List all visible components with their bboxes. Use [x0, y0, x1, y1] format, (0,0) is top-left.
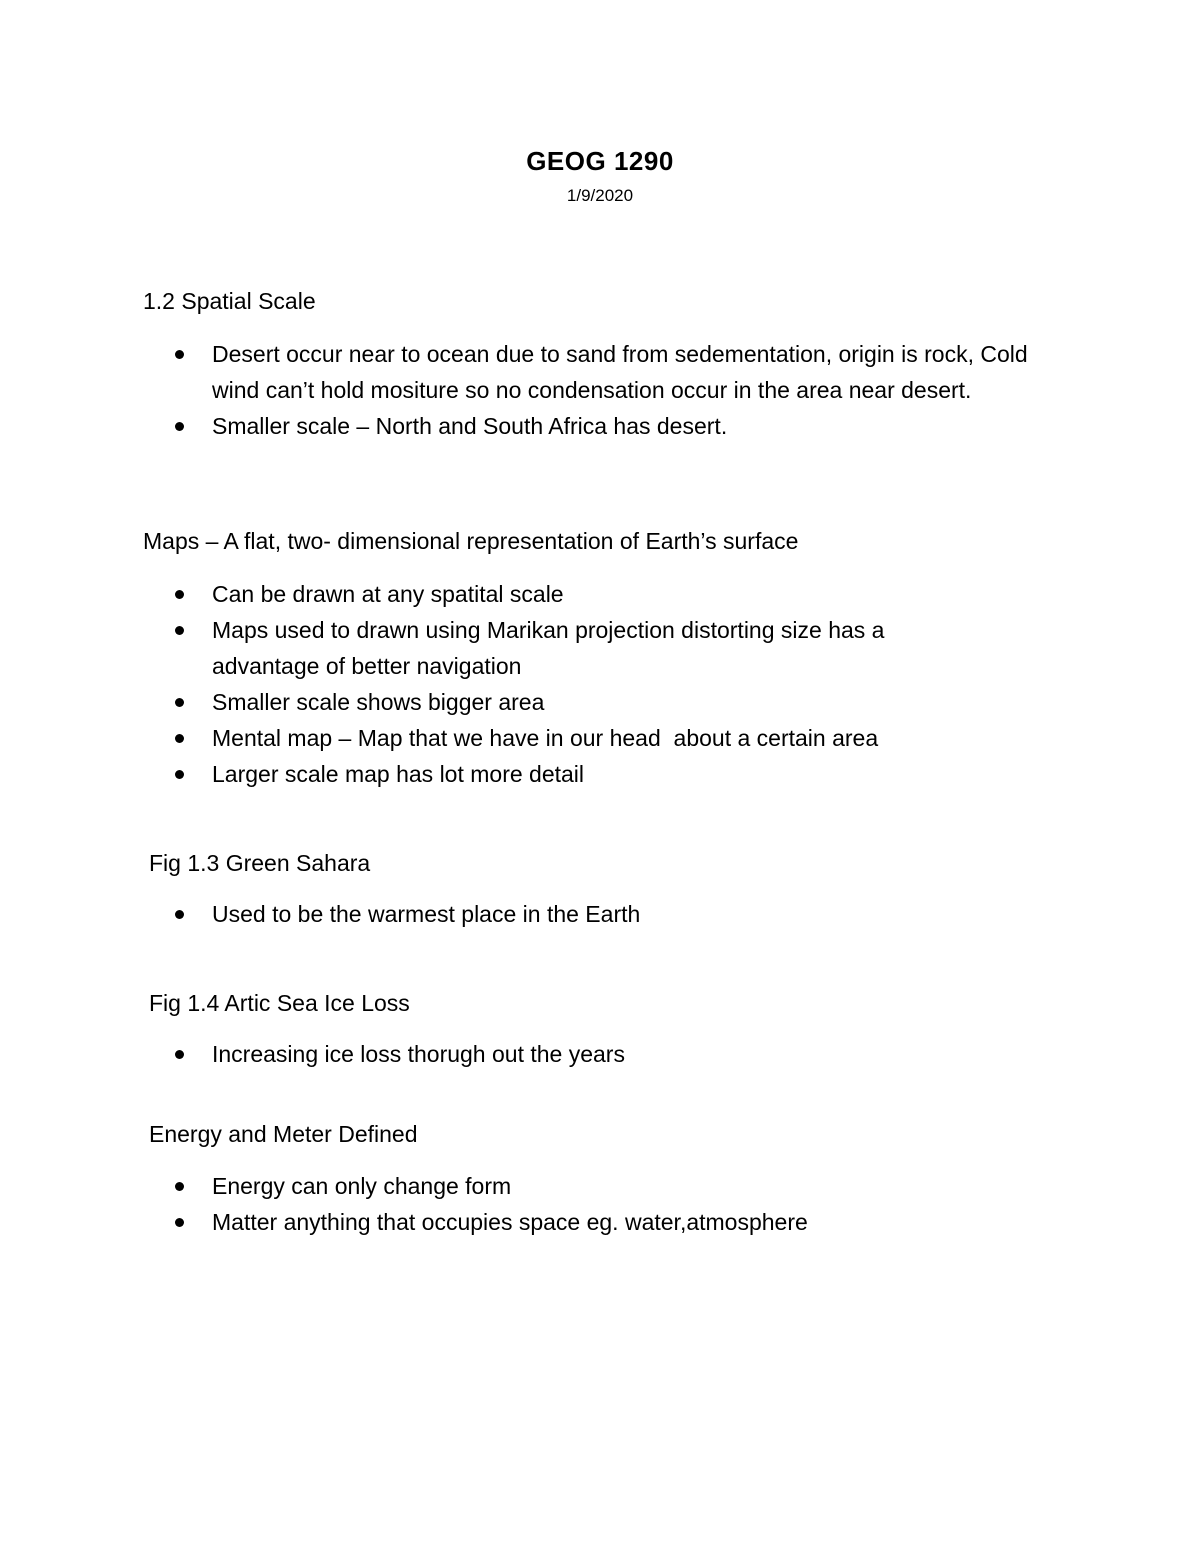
list-item-text: Maps used to drawn using Marikan projection distorting size has a advantage of better navigation — [212, 617, 885, 679]
bullet-icon — [175, 698, 184, 707]
section-list-green-sahara — [212, 896, 1072, 932]
list-item-text: Smaller scale – North and South Africa has desert. — [212, 413, 728, 439]
bullet-icon — [175, 770, 184, 779]
bullet-icon — [175, 1182, 184, 1191]
section-list-energy-and-meter — [212, 1168, 1072, 1240]
bullet-icon — [175, 422, 184, 431]
list-item-text: Mental map – Map that we have in our head about a certain area — [212, 725, 879, 751]
list-item-text: Energy can only change form — [212, 1173, 512, 1199]
section-heading-maps: Maps – A flat, two- dimensional representation of Earth’s surface — [143, 528, 799, 554]
section-heading-artic-sea-ice-loss: Fig 1.4 Artic Sea Ice Loss — [149, 990, 410, 1016]
list-item — [212, 684, 1072, 720]
list-item — [212, 1168, 1072, 1204]
list-item-text: Matter anything that occupies space eg. water,atmosphere — [212, 1209, 808, 1235]
bullet-icon — [175, 910, 184, 919]
document-title: GEOG 1290 — [526, 146, 674, 176]
list-item — [212, 1036, 1072, 1072]
section-heading-energy-and-meter: Energy and Meter Defined — [149, 1121, 418, 1147]
list-item-text: Can be drawn at any spatital scale — [212, 581, 564, 607]
bullet-icon — [175, 734, 184, 743]
list-item-text: Desert occur near to ocean due to sand from sedementation, origin is rock, Cold wind can’t hold mositure so no condensation occur in the area near desert. — [212, 341, 1028, 403]
section-list-maps — [212, 576, 1072, 792]
section-list-artic-sea-ice-loss — [212, 1036, 1072, 1072]
list-item — [212, 720, 1072, 756]
section-heading-spatial-scale: 1.2 Spatial Scale — [143, 288, 316, 314]
list-item-text: Increasing ice loss thorugh out the years — [212, 1041, 625, 1067]
list-item-text: Smaller scale shows bigger area — [212, 689, 545, 715]
list-item-text: Larger scale map has lot more detail — [212, 761, 585, 787]
list-item — [212, 336, 1072, 408]
section-heading-green-sahara: Fig 1.3 Green Sahara — [149, 850, 371, 876]
list-item — [212, 408, 1072, 444]
bullet-icon — [175, 626, 184, 635]
section-list-spatial-scale — [212, 336, 1072, 444]
list-item — [212, 896, 1072, 932]
bullet-icon — [175, 1218, 184, 1227]
list-item — [212, 576, 1072, 612]
bullet-icon — [175, 1050, 184, 1059]
list-item — [212, 756, 1072, 792]
bullet-icon — [175, 590, 184, 599]
list-item — [212, 1204, 1072, 1240]
bullet-icon — [175, 350, 184, 359]
document-date: 1/9/2020 — [566, 186, 634, 205]
list-item — [212, 612, 1072, 684]
list-item-text: Used to be the warmest place in the Earth — [212, 901, 641, 927]
